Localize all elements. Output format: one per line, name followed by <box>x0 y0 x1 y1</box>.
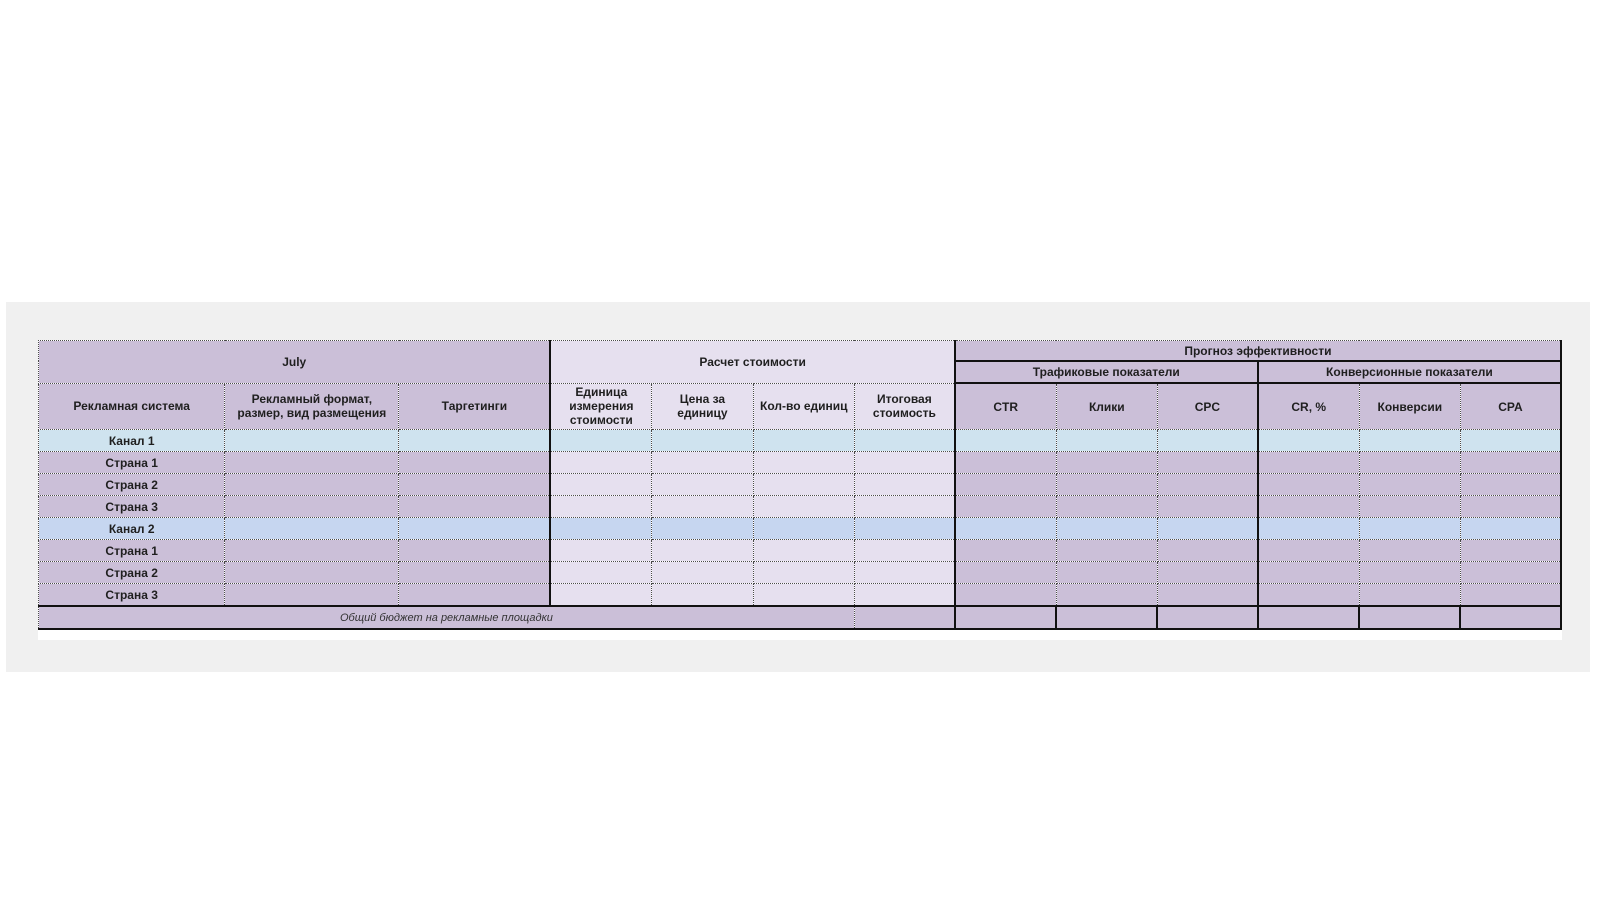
cell-unit-count[interactable] <box>753 496 854 518</box>
country-label: Страна 2 <box>39 562 225 584</box>
cost-calc-header: Расчет стоимости <box>550 341 954 384</box>
cell-targeting[interactable] <box>399 518 551 540</box>
media-plan-table <box>38 340 1562 630</box>
cell-total-cost[interactable] <box>854 452 954 474</box>
cell-cost-unit[interactable] <box>550 430 651 452</box>
cell-targeting[interactable] <box>399 474 551 496</box>
cell-cost-unit[interactable] <box>550 518 651 540</box>
cell-clicks[interactable] <box>1056 518 1157 540</box>
forecast-header: Прогноз эффективности <box>955 341 1561 362</box>
country-label: Страна 1 <box>39 540 225 562</box>
total-conversions-cell[interactable] <box>1359 606 1460 629</box>
cell-unit-count[interactable] <box>753 562 854 584</box>
total-clicks-cell[interactable] <box>1056 606 1157 629</box>
cell-cpa[interactable] <box>1460 452 1561 474</box>
cell-cost-unit[interactable] <box>550 496 651 518</box>
country-row <box>39 496 1562 518</box>
cell-ad-format[interactable] <box>225 562 399 584</box>
cell-cpa[interactable] <box>1460 584 1561 607</box>
cell-ctr[interactable] <box>955 474 1056 496</box>
cell-cr[interactable] <box>1258 474 1359 496</box>
cell-cpc[interactable] <box>1157 430 1257 452</box>
cell-conversions[interactable] <box>1359 452 1460 474</box>
cell-cr[interactable] <box>1258 562 1359 584</box>
cell-ctr[interactable] <box>955 496 1056 518</box>
country-row <box>39 452 1562 474</box>
cell-targeting[interactable] <box>399 496 551 518</box>
total-budget-row <box>39 606 1562 629</box>
cell-cr[interactable] <box>1258 540 1359 562</box>
cell-ctr[interactable] <box>955 430 1056 452</box>
channel-label: Канал 1 <box>39 430 225 452</box>
total-ctr-cell[interactable] <box>955 606 1056 629</box>
cell-targeting[interactable] <box>399 452 551 474</box>
col-header-cpc: CPC <box>1157 383 1257 430</box>
cell-unit-count[interactable] <box>753 584 854 607</box>
col-header-ad-system: Рекламная система <box>39 383 225 430</box>
total-budget-cell[interactable] <box>854 606 954 629</box>
country-row <box>39 540 1562 562</box>
cell-clicks[interactable] <box>1056 540 1157 562</box>
cell-cpa[interactable] <box>1460 496 1561 518</box>
cell-cpa[interactable] <box>1460 540 1561 562</box>
cell-ctr[interactable] <box>955 540 1056 562</box>
channel-row <box>39 518 1562 540</box>
cell-cr[interactable] <box>1258 584 1359 607</box>
country-row <box>39 562 1562 584</box>
cell-unit-price[interactable] <box>652 518 753 540</box>
col-header-clicks: Клики <box>1056 383 1157 430</box>
cell-conversions[interactable] <box>1359 496 1460 518</box>
cell-unit-count[interactable] <box>753 474 854 496</box>
col-header-ad-format: Рекламный формат, размер, вид размещения <box>225 383 399 430</box>
cell-conversions[interactable] <box>1359 562 1460 584</box>
cell-cpa[interactable] <box>1460 474 1561 496</box>
cell-unit-price[interactable] <box>652 496 753 518</box>
cell-targeting[interactable] <box>399 562 551 584</box>
country-row <box>39 474 1562 496</box>
cell-ad-format[interactable] <box>225 430 399 452</box>
cell-cpc[interactable] <box>1157 540 1257 562</box>
total-cpc-cell[interactable] <box>1157 606 1257 629</box>
col-header-unit-price: Цена за единицу <box>652 383 753 430</box>
cell-ad-format[interactable] <box>225 496 399 518</box>
channel-row <box>39 430 1562 452</box>
cell-ad-format[interactable] <box>225 474 399 496</box>
country-label: Страна 2 <box>39 474 225 496</box>
cell-cpc[interactable] <box>1157 496 1257 518</box>
col-header-targeting: Таргетинги <box>399 383 551 430</box>
cell-cpc[interactable] <box>1157 452 1257 474</box>
cell-cost-unit[interactable] <box>550 540 651 562</box>
cell-cost-unit[interactable] <box>550 584 651 607</box>
col-header-cost-unit: Единица измерения стоимости <box>550 383 651 430</box>
cell-total-cost[interactable] <box>854 584 954 607</box>
cell-ad-format[interactable] <box>225 518 399 540</box>
cell-targeting[interactable] <box>399 540 551 562</box>
cell-ad-format[interactable] <box>225 452 399 474</box>
cell-ad-format[interactable] <box>225 584 399 607</box>
cell-total-cost[interactable] <box>854 474 954 496</box>
channel-label: Канал 2 <box>39 518 225 540</box>
cell-total-cost[interactable] <box>854 562 954 584</box>
country-label: Страна 3 <box>39 496 225 518</box>
cell-unit-price[interactable] <box>652 474 753 496</box>
cell-unit-price[interactable] <box>652 562 753 584</box>
cell-ctr[interactable] <box>955 452 1056 474</box>
cell-cr[interactable] <box>1258 430 1359 452</box>
cell-clicks[interactable] <box>1056 584 1157 607</box>
cell-conversions[interactable] <box>1359 474 1460 496</box>
media-plan-rows <box>39 430 1562 607</box>
month-header: July <box>39 341 551 384</box>
cell-total-cost[interactable] <box>854 430 954 452</box>
traffic-header: Трафиковые показатели <box>955 361 1258 383</box>
cell-ctr[interactable] <box>955 562 1056 584</box>
cell-unit-price[interactable] <box>652 540 753 562</box>
col-header-unit-count: Кол-во единиц <box>753 383 854 430</box>
total-cr-cell[interactable] <box>1258 606 1359 629</box>
cell-conversions[interactable] <box>1359 518 1460 540</box>
cell-total-cost[interactable] <box>854 518 954 540</box>
col-header-cpa: CPA <box>1460 383 1561 430</box>
cell-conversions[interactable] <box>1359 430 1460 452</box>
cell-cpc[interactable] <box>1157 584 1257 607</box>
cell-clicks[interactable] <box>1056 496 1157 518</box>
cell-unit-count[interactable] <box>753 540 854 562</box>
cell-cpa[interactable] <box>1460 562 1561 584</box>
cell-cr[interactable] <box>1258 452 1359 474</box>
cell-cpc[interactable] <box>1157 518 1257 540</box>
cell-cr[interactable] <box>1258 496 1359 518</box>
conversion-header: Конверсионные показатели <box>1258 361 1561 383</box>
cell-total-cost[interactable] <box>854 540 954 562</box>
cell-cpa[interactable] <box>1460 430 1561 452</box>
total-cpa-cell[interactable] <box>1460 606 1561 629</box>
cell-cost-unit[interactable] <box>550 452 651 474</box>
country-label: Страна 3 <box>39 584 225 607</box>
cell-conversions[interactable] <box>1359 540 1460 562</box>
country-label: Страна 1 <box>39 452 225 474</box>
country-row <box>39 584 1562 607</box>
cell-unit-price[interactable] <box>652 584 753 607</box>
cell-unit-price[interactable] <box>652 430 753 452</box>
cell-unit-count[interactable] <box>753 452 854 474</box>
cell-cpc[interactable] <box>1157 562 1257 584</box>
cell-ctr[interactable] <box>955 584 1056 607</box>
cell-targeting[interactable] <box>399 584 551 607</box>
cell-cost-unit[interactable] <box>550 562 651 584</box>
column-header-row <box>39 383 1562 430</box>
col-header-conversions: Конверсии <box>1359 383 1460 430</box>
cell-targeting[interactable] <box>399 430 551 452</box>
cell-ctr[interactable] <box>955 518 1056 540</box>
col-header-ctr: CTR <box>955 383 1056 430</box>
group-header-row <box>39 341 1562 362</box>
total-budget-label: Общий бюджет на рекламные площадки <box>39 606 855 629</box>
cell-clicks[interactable] <box>1056 474 1157 496</box>
cell-cpc[interactable] <box>1157 474 1257 496</box>
cell-total-cost[interactable] <box>854 496 954 518</box>
media-plan-sheet <box>38 340 1562 640</box>
cell-unit-count[interactable] <box>753 430 854 452</box>
cell-clicks[interactable] <box>1056 430 1157 452</box>
col-header-total-cost: Итоговая стоимость <box>854 383 954 430</box>
cell-clicks[interactable] <box>1056 452 1157 474</box>
cell-cost-unit[interactable] <box>550 474 651 496</box>
cell-unit-count[interactable] <box>753 518 854 540</box>
cell-cr[interactable] <box>1258 518 1359 540</box>
cell-unit-price[interactable] <box>652 452 753 474</box>
cell-clicks[interactable] <box>1056 562 1157 584</box>
col-header-cr: CR, % <box>1258 383 1359 430</box>
cell-cpa[interactable] <box>1460 518 1561 540</box>
cell-conversions[interactable] <box>1359 584 1460 607</box>
cell-ad-format[interactable] <box>225 540 399 562</box>
